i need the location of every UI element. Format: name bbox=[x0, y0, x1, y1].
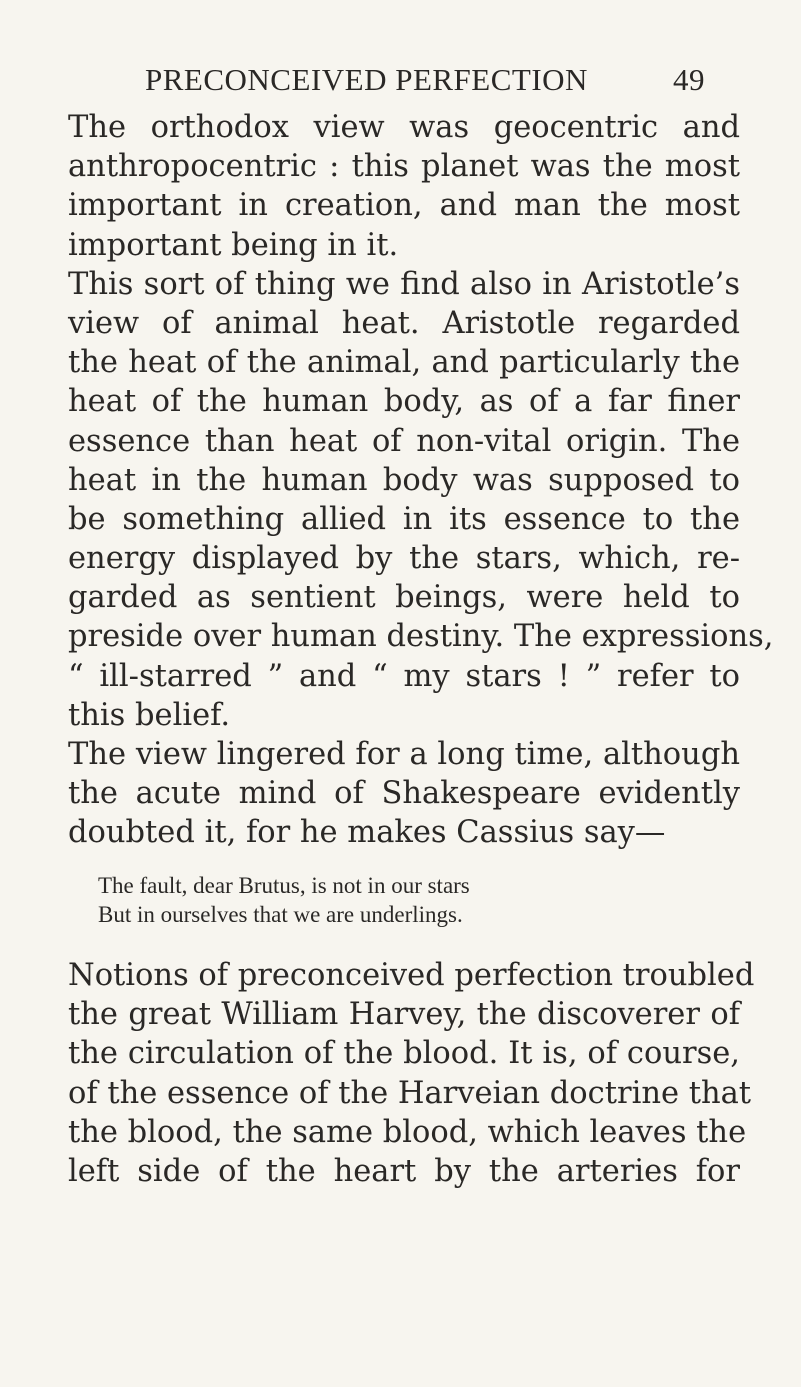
shakespeare-quotation bbox=[98, 871, 618, 929]
body-paragraphs-1 bbox=[68, 108, 774, 853]
text-line: anthropocentric : this planet was the most bbox=[68, 149, 740, 185]
text-line: energy displayed by the stars, which, re- bbox=[68, 541, 740, 577]
quote-line: But in ourselves that we are underlings. bbox=[98, 902, 463, 927]
text-line: be something allied in its essence to the bbox=[68, 501, 740, 537]
text-line: heat in the human body was supposed to bbox=[68, 462, 740, 498]
text-line: the great William Harvey, the discoverer of bbox=[68, 997, 740, 1033]
running-title: PRECONCEIVED PERFECTION bbox=[145, 62, 588, 97]
text-line: “ ill-starred ” and “ my stars ! ” refer to bbox=[68, 658, 740, 694]
text-line: important being in it. bbox=[68, 227, 399, 263]
text-line: This sort of thing we find also in Aristotle’s bbox=[68, 266, 740, 302]
text-line: the heat of the animal, and particularly the bbox=[68, 345, 740, 381]
text-line: Notions of preconceived perfection troubled bbox=[68, 958, 755, 993]
text-line: heat of the human body, as of a far finer bbox=[68, 384, 740, 420]
text-line: the blood, the same blood, which leaves the bbox=[68, 1114, 747, 1150]
text-line: the acute mind of Shakespeare evidently bbox=[68, 776, 740, 812]
text-line: this belief. bbox=[68, 697, 231, 733]
text-line: important in creation, and man the most bbox=[68, 188, 740, 224]
text-line: The orthodox view was geocentric and bbox=[68, 110, 740, 145]
text-line: left side of the heart by the arteries for bbox=[68, 1153, 740, 1189]
running-header bbox=[145, 62, 705, 102]
page-number: 49 bbox=[673, 62, 705, 97]
text-line: The view lingered for a long time, although bbox=[68, 737, 740, 772]
text-line: essence than heat of non-vital origin. The bbox=[68, 423, 740, 459]
text-line: preside over human destiny. The expressions, bbox=[68, 619, 774, 655]
body-paragraphs-2 bbox=[68, 956, 755, 1191]
text-line: garded as sentient beings, were held to bbox=[68, 580, 740, 616]
text-line: doubted it, for he makes Cassius say— bbox=[68, 815, 666, 851]
quote-line: The fault, dear Brutus, is not in our stars bbox=[98, 873, 470, 898]
text-line: view of animal heat. Aristotle regarded bbox=[68, 305, 740, 341]
text-line: of the essence of the Harveian doctrine that bbox=[68, 1075, 752, 1111]
text-line: the circulation of the blood. It is, of course, bbox=[68, 1036, 740, 1072]
